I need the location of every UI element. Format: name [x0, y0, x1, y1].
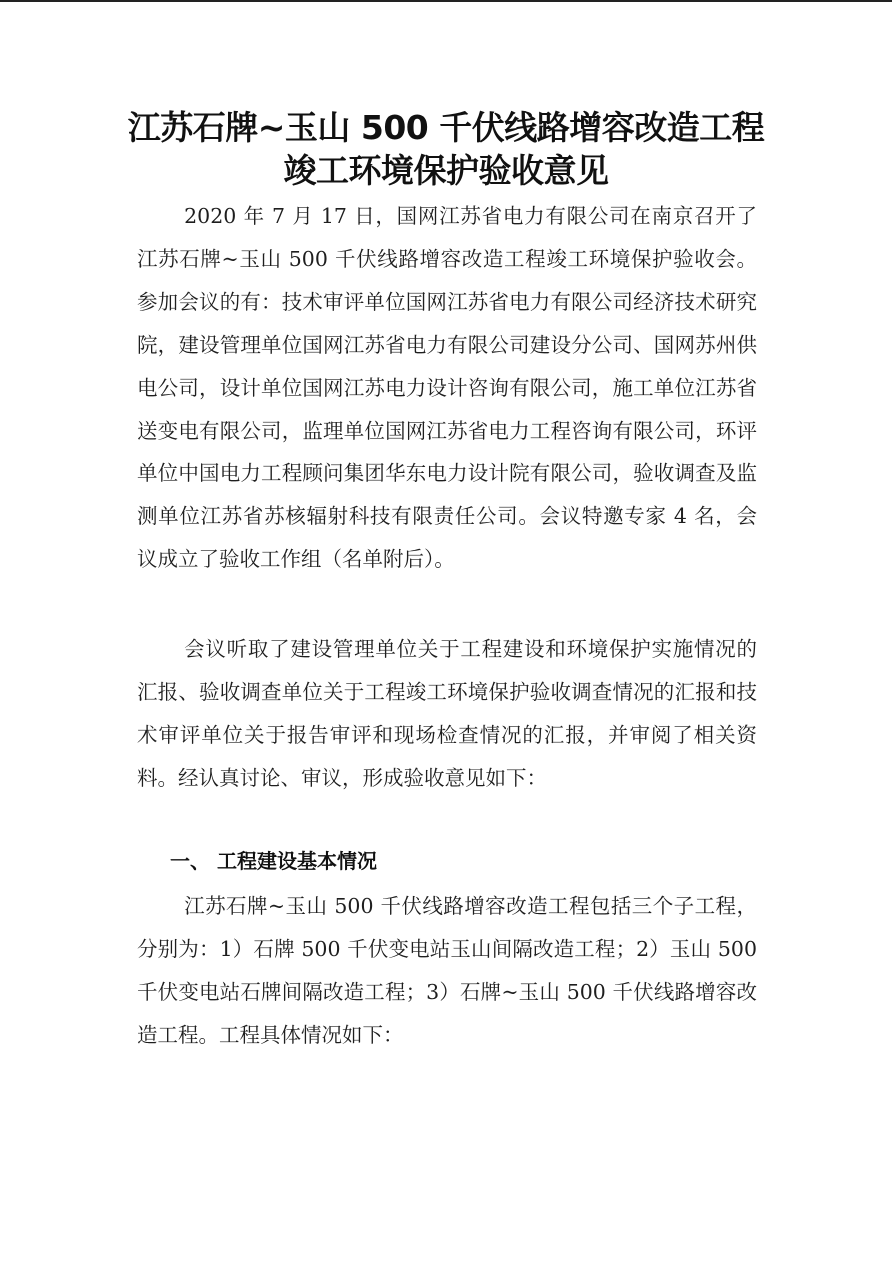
section-heading-basic-info: 一、 工程建设基本情况 [170, 849, 377, 873]
paragraph-meeting-proceedings: 会议听取了建设管理单位关于工程建设和环境保护实施情况的汇报、验收调查单位关于工程竣工环境保护验收调查情况的汇报和技术审评单位关于报告审评和现场检查情况的汇报，并审阅了相关资料。经认真讨论、审议，形成验收意见如下： [137, 637, 757, 790]
paragraph-meeting-intro: 2020 年 7 月 17 日，国网江苏省电力有限公司在南京召开了江苏石牌~玉山 500 千伏线路增容改造工程竣工环境保护验收会。参加会议的有：技术审评单位国网江苏省电力有限公司经济技术研究院，建设管理单位国网江苏省电力有限公司建设分公司、国网苏州供电公司，设计单位国网江苏电力设计咨询有限公司，施工单位江苏省送变电有限公司，监理单位国网江苏省电力工程咨询有限公司，环评单位中国电力工程顾问集团华东电力设计院有限公司，验收调查及监测单位江苏省苏核辐射科技有限责任公司。会议特邀专家 4 名，会议成立了验收工作组（名单附后）。 [137, 204, 757, 572]
document-title-line-2: 竣工环境保护验收意见 [283, 151, 609, 190]
document-title-line-1: 江苏石牌~玉山 500 千伏线路增容改造工程 [127, 108, 765, 147]
paragraph-project-scope: 江苏石牌~玉山 500 千伏线路增容改造工程包括三个子工程，分别为：1）石牌 500 千伏变电站玉山间隔改造工程；2）玉山 500 千伏变电站石牌间隔改造工程；3）石牌~玉山 500 千伏线路增容改造工程。工程具体情况如下： [137, 894, 757, 1047]
